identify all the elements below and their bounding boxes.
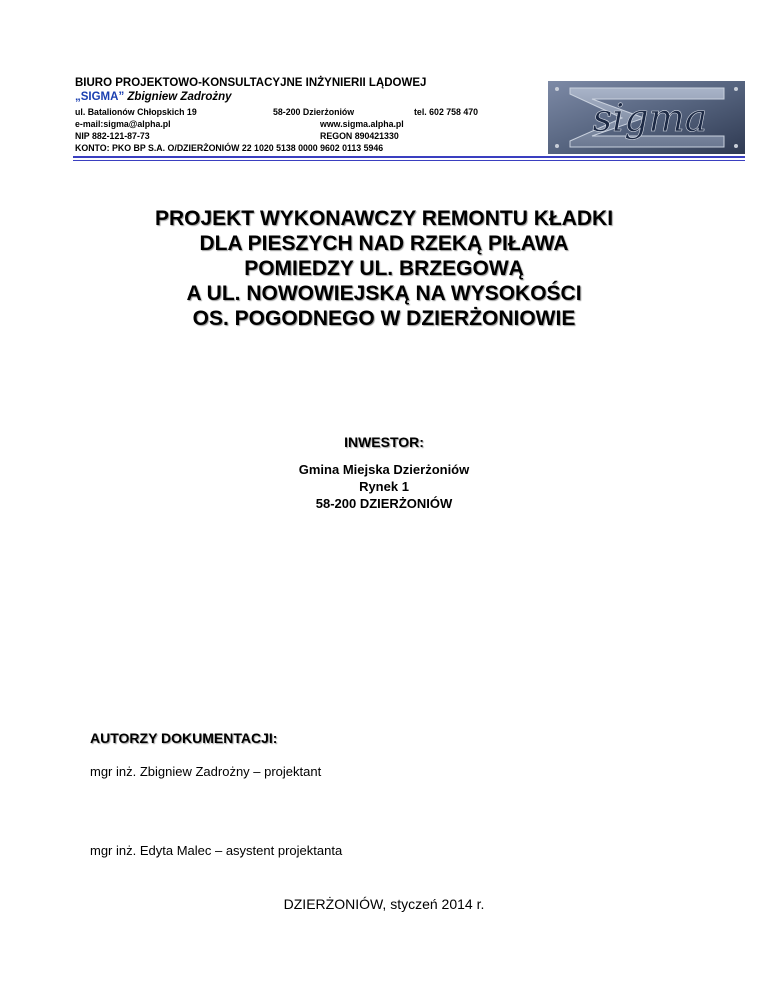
authors-heading: AUTORZY DOKUMENTACJI: [90, 730, 278, 746]
header-rule [73, 156, 745, 158]
email: e-mail:sigma@alpha.pl [75, 119, 171, 129]
owner-name: Zbigniew Zadrożny [127, 91, 232, 103]
regon: REGON 890421330 [320, 131, 399, 141]
investor-name: Gmina Miejska Dzierżoniów [298, 462, 470, 477]
footer-date: DZIERŻONIÓW, styczeń 2014 r. [283, 896, 485, 912]
investor-heading: INWESTOR: [344, 434, 424, 450]
brand-name: „SIGMA” [75, 91, 125, 103]
document-title [60, 206, 708, 331]
title-line: DLA PIESZYCH NAD RZEKĄ PIŁAWA [199, 232, 569, 255]
sigma-logo [548, 81, 745, 154]
website: www.sigma.alpha.pl [320, 119, 404, 129]
nip: NIP 882-121-87-73 [75, 131, 150, 141]
logo-text: sigma [592, 96, 708, 140]
bank-account: KONTO: PKO BP S.A. O/DZIERŻONIÓW 22 1020 5138 0000 9602 0113 5946 [75, 143, 384, 153]
phone: tel. 602 758 470 [414, 107, 479, 117]
author-item: mgr inż. Zbigniew Zadrożny – projektant [90, 764, 322, 779]
investor-city: 58-200 DZIERŻONIÓW [315, 496, 453, 511]
postal-city: 58-200 Dzierżoniów [273, 107, 355, 117]
title-line: OS. POGODNEGO W DZIERŻONIOWIE [192, 307, 576, 330]
author-item: mgr inż. Edyta Malec – asystent projektanta [90, 843, 343, 858]
investor-street: Rynek 1 [359, 479, 409, 494]
company-name: BIURO PROJEKTOWO-KONSULTACYJNE INŻYNIERII LĄDOWEJ [75, 77, 427, 89]
title-line: POMIEDZY UL. BRZEGOWĄ [244, 257, 524, 280]
address: ul. Batalionów Chłopskich 19 [75, 107, 197, 117]
title-line: A UL. NOWOWIEJSKĄ NA WYSOKOŚCI [186, 282, 582, 305]
header-rule-thin [73, 160, 745, 161]
title-line: PROJEKT WYKONAWCZY REMONTU KŁADKI [154, 207, 614, 230]
company-brand [75, 91, 232, 103]
